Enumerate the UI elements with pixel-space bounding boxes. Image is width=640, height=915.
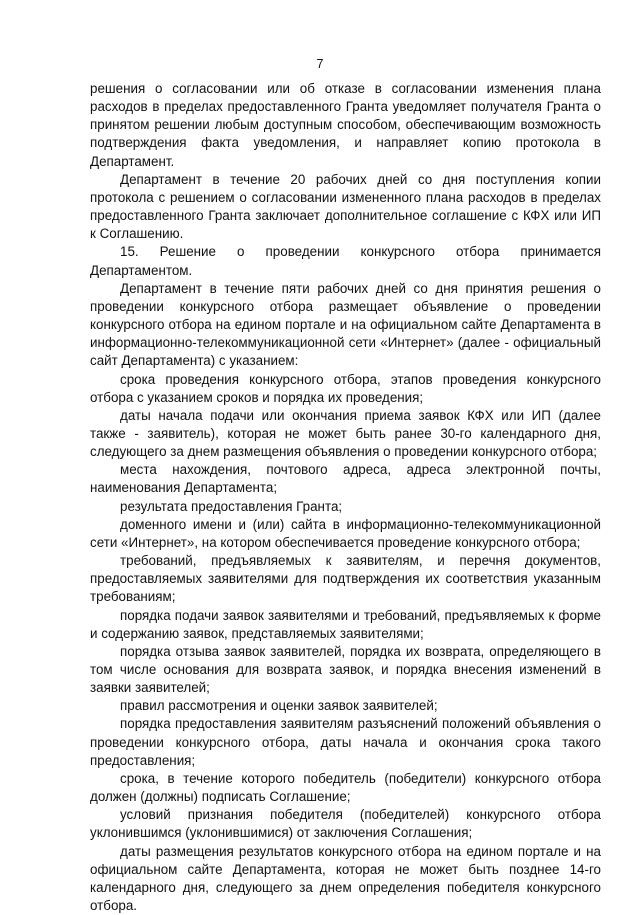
list-item: результата предоставления Гранта;	[120, 498, 343, 514]
list-item: места нахождения, почтового адреса, адреса электронной почты, наименования Департамента;	[90, 462, 601, 496]
list-item: срока, в течение которого победитель (победители) конкурсного отбора должен (должны) подписать Соглашение;	[90, 770, 601, 805]
document-body	[90, 80, 601, 915]
paragraph: Департамент в течение 20 рабочих дней со дня поступления копии протокола с решением о согласовании измененного плана расходов в пределах предоставленного Гранта заключает дополнительное соглашение с КФХ или ИП к Соглашению.	[90, 171, 601, 242]
paragraph: Департамент в течение пяти рабочих дней со дня принятия решения о проведении конкурсного отбора размещает объявление о проведении конкурсного отбора на едином портале и на официальном сайте Департамента в информационно-телекоммуникационной сети «Интернет» (далее - официальный сайт Департамента) с указанием:	[90, 280, 601, 369]
list-item: требований, предъявляемых к заявителям, и перечня документов, предоставляемых заявителями для подтверждения их соответствия указанным требованиям;	[90, 553, 601, 605]
list-item: срока проведения конкурсного отбора, этапов проведения конкурсного отбора с указанием сроков и порядка их проведения;	[90, 371, 601, 405]
list-item: доменного имени и (или) сайта в информационно-телекоммуникационной сети «Интернет», на котором обеспечивается проведение конкурсного отбора;	[90, 516, 601, 550]
list-item: правил рассмотрения и оценки заявок заявителей;	[120, 698, 438, 714]
list-item: порядка отзыва заявок заявителей, порядка их возврата, определяющего в том числе основания для возврата заявок, и порядка внесения изменений в заявки заявителей;	[90, 643, 601, 696]
list-item: порядка предоставления заявителям разъяснений положений объявления о проведении конкурсного отбора, даты начала и окончания срока такого предоставления;	[90, 716, 601, 768]
page-number: 7	[316, 57, 324, 71]
list-item: даты начала подачи или окончания приема заявок КФХ или ИП (далее также - заявитель), которая не может быть ранее 30-го календарного дня, следующего за днем размещения объявления о проведении конкурсного отбора;	[90, 407, 601, 460]
paragraph-item-15: 15. Решение о проведении конкурсного отбора принимается Департаментом.	[90, 244, 601, 278]
paragraph-continuation: решения о согласовании или об отказе в согласовании изменения плана расходов в пределах предоставленного Гранта уведомляет получателя Гранта о принятом решении любым доступным способом, обеспечивающим возможность подтверждения факта уведомления, и направляет копию протокола в Департамент.	[90, 81, 601, 169]
list-item: порядка подачи заявок заявителями и требований, предъявляемых к форме и содержанию заявок, представляемых заявителями;	[90, 607, 601, 641]
list-item: даты размещения результатов конкурсного отбора на едином портале и на официальном сайте Департамента, которая не может быть позднее 14-го календарного дня, следующего за днем определения победителя конкурсного отбора.	[90, 843, 601, 914]
list-item: условий признания победителя (победителей) конкурсного отбора уклонившимся (уклонившимися) от заключения Соглашения;	[90, 807, 601, 841]
